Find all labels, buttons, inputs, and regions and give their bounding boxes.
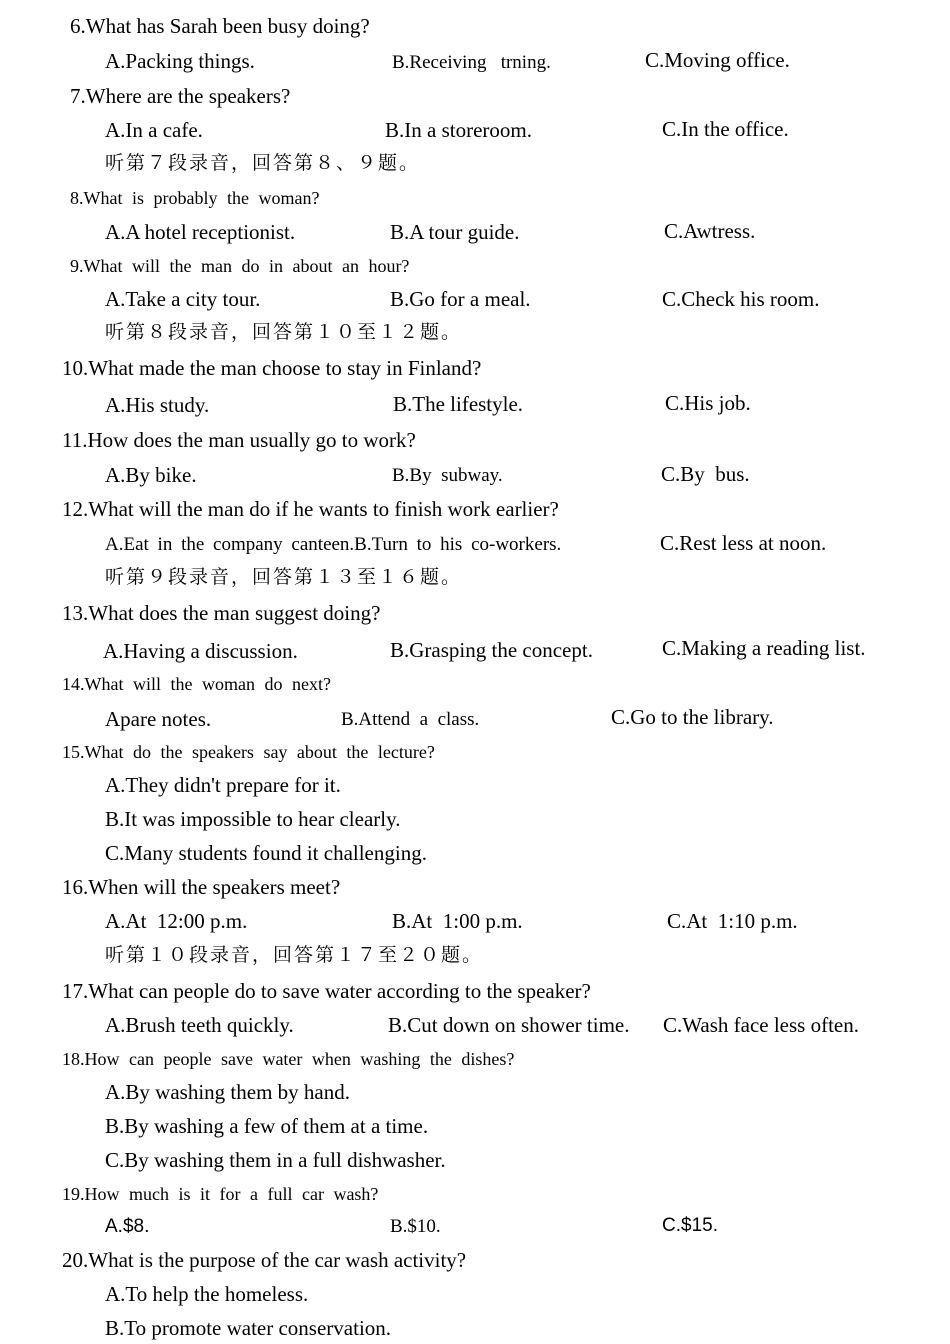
question-18: 18.How can people save water when washing the dishes?	[62, 1049, 515, 1069]
q8-option-c: C.Awtress.	[664, 219, 756, 243]
q18-option-a: A.By washing them by hand.	[105, 1080, 350, 1104]
q12-option-c: C.Rest less at noon.	[660, 531, 827, 555]
question-10: 10.What made the man choose to stay in Finland?	[62, 356, 482, 380]
q11-option-c: C.By bus.	[661, 462, 750, 486]
q7-option-a: A.In a cafe.	[105, 118, 203, 142]
section-heading-9: 听第９段录音，回答第１３至１６题。	[105, 566, 463, 588]
q10-option-b: B.The lifestyle.	[393, 392, 524, 416]
q10-option-c: C.His job.	[665, 391, 751, 415]
question-20: 20.What is the purpose of the car wash activity?	[62, 1248, 467, 1272]
q17-option-a: A.Brush teeth quickly.	[105, 1013, 294, 1037]
question-6: 6.What has Sarah been busy doing?	[70, 14, 370, 38]
q7-option-c: C.In the office.	[662, 117, 789, 141]
q12-options-ab: A.Eat in the company canteen.B.Turn to his co-workers.	[105, 534, 562, 555]
question-17: 17.What can people do to save water according to the speaker?	[62, 979, 591, 1003]
q6-option-a: A.Packing things.	[105, 49, 255, 73]
q14-option-b: B.Attend a class.	[341, 709, 480, 730]
q15-option-b: B.It was impossible to hear clearly.	[105, 807, 401, 831]
question-13: 13.What does the man suggest doing?	[62, 601, 381, 625]
question-15: 15.What do the speakers say about the lecture?	[62, 742, 435, 762]
q9-option-a: A.Take a city tour.	[105, 287, 261, 311]
q17-option-b: B.Cut down on shower time.	[388, 1013, 630, 1037]
q19-option-c: C.$15.	[662, 1215, 718, 1236]
q13-option-b: B.Grasping the concept.	[390, 638, 593, 662]
q7-option-b: B.In a storeroom.	[385, 118, 532, 142]
q9-option-b: B.Go for a meal.	[390, 287, 531, 311]
q20-option-a: A.To help the homeless.	[105, 1282, 309, 1306]
q14-option-c: C.Go to the library.	[611, 705, 774, 729]
q19-option-b: B.$10.	[390, 1216, 441, 1237]
question-9: 9.What will the man do in about an hour?	[70, 256, 410, 276]
q18-option-b: B.By washing a few of them at a time.	[105, 1114, 429, 1138]
question-11: 11.How does the man usually go to work?	[62, 428, 416, 452]
q10-option-a: A.His study.	[105, 393, 210, 417]
q15-option-a: A.They didn't prepare for it.	[105, 773, 341, 797]
q9-option-c: C.Check his room.	[662, 287, 820, 311]
question-8: 8.What is probably the woman?	[70, 188, 320, 208]
q19-option-a: A.$8.	[105, 1216, 150, 1237]
q16-option-c: C.At 1:10 p.m.	[667, 909, 798, 933]
q8-option-a: A.A hotel receptionist.	[105, 220, 296, 244]
q6-option-b: B.Receiving trning.	[392, 52, 551, 73]
q6-option-c: C.Moving office.	[645, 48, 790, 72]
q11-option-b: B.By subway.	[392, 465, 503, 486]
q13-option-a: A.Having a discussion.	[103, 639, 298, 663]
q17-option-c: C.Wash face less often.	[663, 1013, 859, 1037]
question-7: 7.Where are the speakers?	[70, 84, 291, 108]
q13-option-c: C.Making a reading list.	[662, 636, 866, 660]
question-16: 16.When will the speakers meet?	[62, 875, 341, 899]
section-heading-7: 听第７段录音，回答第８、９题。	[105, 152, 421, 174]
section-heading-8: 听第８段录音，回答第１０至１２题。	[105, 321, 463, 343]
q20-option-b: B.To promote water conservation.	[105, 1316, 392, 1340]
q18-option-c: C.By washing them in a full dishwasher.	[105, 1148, 446, 1172]
q14-option-a: Apare notes.	[105, 707, 212, 731]
q16-option-a: A.At 12:00 p.m.	[105, 909, 248, 933]
q8-option-b: B.A tour guide.	[390, 220, 520, 244]
q16-option-b: B.At 1:00 p.m.	[392, 909, 523, 933]
question-19: 19.How much is it for a full car wash?	[62, 1184, 379, 1204]
q11-option-a: A.By bike.	[105, 463, 197, 487]
q15-option-c: C.Many students found it challenging.	[105, 841, 427, 865]
question-12: 12.What will the man do if he wants to finish work earlier?	[62, 497, 559, 521]
question-14: 14.What will the woman do next?	[62, 674, 331, 694]
section-heading-10: 听第１０段录音，回答第１７至２０题。	[105, 944, 484, 966]
